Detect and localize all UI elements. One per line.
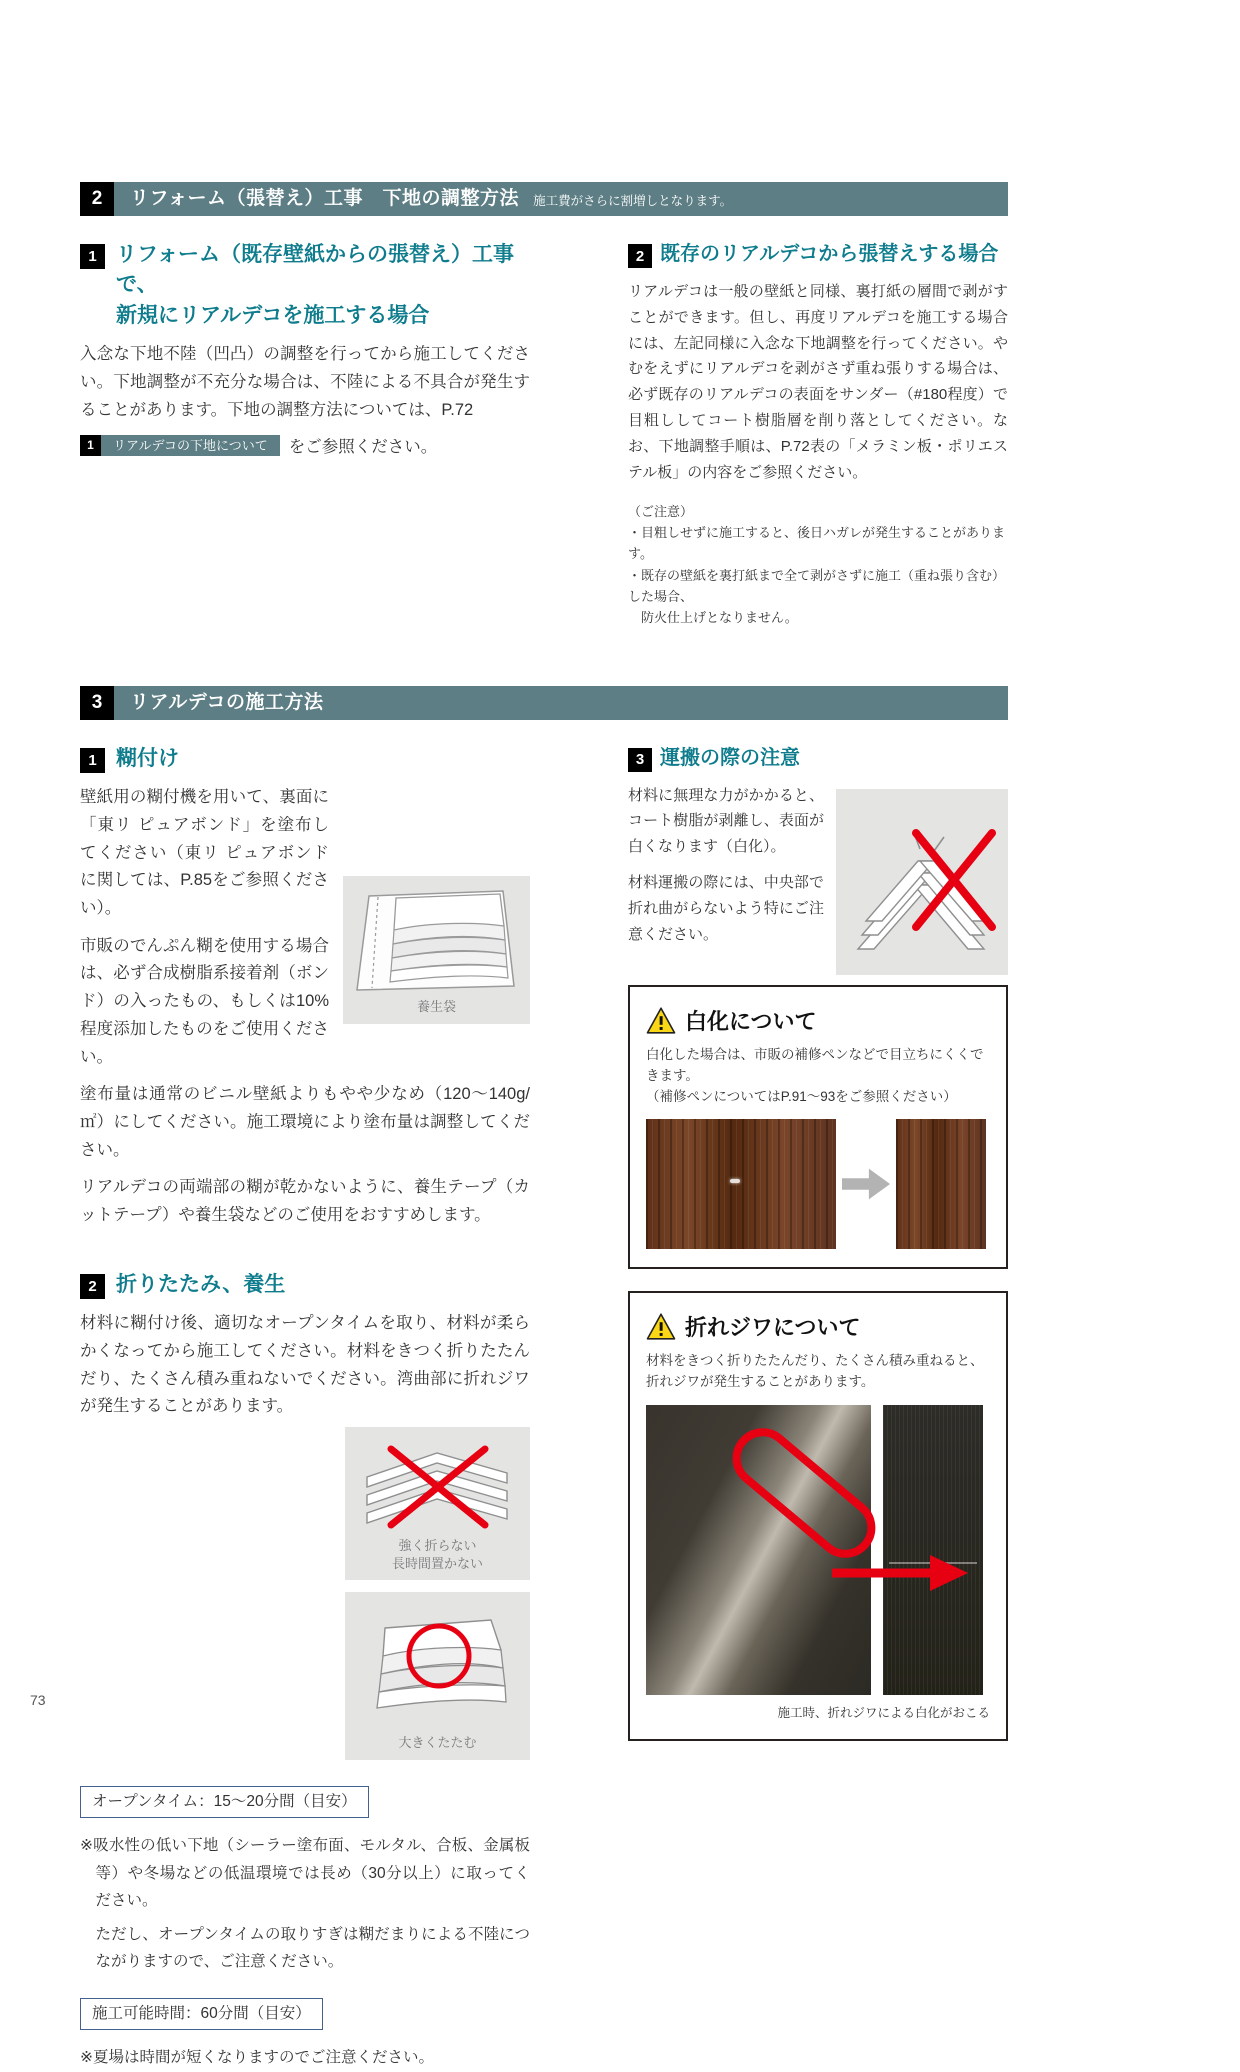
section2-band-note: 施工費がさらに割増しとなります。 [533,194,733,208]
open-time-note-a: ※吸水性の低い下地（シーラー塗布面、モルタル、合板、金属板等）や冬場などの低温環境では長め（30分以上）に取ってください。 [80,1836,530,1910]
section2-band [80,182,1008,216]
paste-title: 糊付け [116,746,179,770]
protection-bag-figure [343,876,530,1024]
crease-whitening-photo [883,1405,983,1695]
carry-paragraph-2: 材料運搬の際には、中央部で折れ曲がらないよう特にご注意ください。 [628,874,824,943]
paste-paragraph-4: リアルデコの両端部の糊が乾かないように、養生テープ（カットテープ）や養生袋などのご使用をおすすめします。 [80,1178,530,1225]
bent-material-illustration [844,799,1000,967]
subsection-2-number-badge: 2 [628,244,652,268]
reference-suffix-text: をご参照ください。 [288,438,438,457]
page-content [80,0,1008,2072]
subsection-1-title [116,240,530,331]
wood-panel-before-photo [646,1119,836,1249]
carry-body [628,783,1008,948]
subsection-2-body: リアルデコは一般の壁紙と同様、裏打紙の層間で剥がすことができます。但し、再度リアルデコを施工する場合には、左記同様に入念な下地調整を行ってください。やむをえずにリアルデコを剥がさず重ね張りする場合は、必ず既存のリアルデコの表面をサンダー（#180程度）で目粗ししてコート樹脂層を削り落としてください。なお、下地調整手順は、P.72表の「メラミン板・ポリエステル板」の内容をご参照ください。 [628,283,1008,481]
caution-note-1: ・目粗しせずに施工すると、後日ハガレが発生することがあります。 [628,525,1006,562]
whitening-box-text: 白化した場合は、市販の補修ペンなどで目立ちにくくできます。 （補修ペンについてはP.91～93をご参照ください） [646,1046,984,1104]
caution-note-2: ・既存の壁紙を裏打紙まで全て剥がさずに施工（重ね張り含む）した場合、 [628,567,1006,604]
section2-right-column [628,240,1008,628]
arrow-right-icon [842,1166,890,1202]
fold-body: 材料に糊付け後、適切なオープンタイムを取り、材料が柔らかくなってから施工してください。材料をきつく折りたたんだり、たくさん積み重ねないでください。湾曲部に折れジワが発生することがあります。 [80,1314,530,1416]
section3-band-title: リアルデコの施工方法 [130,691,324,713]
wood-panel-after-photo [896,1119,986,1249]
carry-number-badge: 3 [628,748,652,772]
open-time-box: オープンタイム：15～20分間（目安） [80,1786,369,1818]
protection-bag-image [343,876,530,1024]
page-number: 73 [30,1692,46,1708]
section2-left-column [80,240,530,457]
no-tight-fold-caption: 強く折らない 長時間置かない [391,1538,483,1571]
carry-title: 運搬の際の注意 [660,746,800,769]
subsection-1-number-badge: 1 [80,244,105,269]
folded-material-photo [646,1405,871,1695]
paste-paragraph-1: 壁紙用の糊付機を用いて、裏面に「東リ ピュアボンド」を塗布してください（東リ ピュアボンドに関しては、P.85をご参照ください）。 [80,788,329,917]
whitening-before-after [646,1119,990,1249]
fold-lower-block [80,1421,530,2071]
warning-icon [646,1007,676,1034]
reference-badge-label: リアルデコの下地について [101,435,280,456]
section3-band [80,686,1008,720]
whitening-box [628,985,1008,1270]
paste-heading [80,744,530,774]
subsection-1-title-line1: リフォーム（既存壁紙からの張替え）工事で、 [116,243,514,297]
paste-section [80,744,530,1230]
fold-title: 折りたたみ、養生 [116,1272,286,1296]
carry-paragraph-1: 材料に無理な力がかかると、コート樹脂が剥離し、表面が白くなります（白化）。 [628,786,824,856]
subsection-1-title-line2: 新規にリアルデコを施工する場合 [116,303,430,327]
crease-box [628,1291,1008,1741]
caution-note-3: 防火仕上げとなりません。 [628,609,798,625]
folded-material-illustration [351,886,522,994]
fold-section [80,1270,530,2072]
subsection-2-heading [628,240,1008,269]
crease-box-title: 折れジワについて [685,1315,861,1341]
crease-box-title-row [646,1311,990,1342]
reference-badge-number: 1 [80,435,101,456]
section3-columns [80,744,1008,2072]
carry-heading [628,744,1008,773]
section2-band-title: リフォーム（張替え）工事 下地の調整方法 [130,188,520,209]
open-time-note-b: ただし、オープンタイムの取りすぎは糊だまりによる不陸につながりますので、ご注意ください。 [95,1925,530,1971]
fold-figures [345,1427,530,1760]
warning-icon [646,1313,676,1340]
carry-warning-image [836,789,1008,975]
protection-bag-caption: 養生袋 [416,999,456,1015]
fold-number-badge: 2 [80,1274,105,1299]
subsection-1-body: 入念な下地不陸（凹凸）の調整を行ってから施工してください。下地調整が不充分な場合は、不陸による不具合が発生することがあります。下地の調整方法については、P.72 [80,345,530,419]
section3-left-column [80,744,530,2072]
subsection-2-title: 既存のリアルデコから張替えする場合 [660,243,999,265]
paste-paragraph-2: 市販のでんぷん糊を使用する場合は、必ず合成樹脂系接着剤（ボンド）の入ったもの、もしくは10%程度添加したものをご使用ください。 [80,936,329,1066]
tight-folded-sheets-illustration [353,1437,522,1533]
loosely-folded-sheets-illustration [353,1602,522,1730]
section2-columns [80,240,1008,628]
crease-photos [646,1405,990,1695]
loose-fold-figure [345,1592,530,1760]
work-time-box: 施工可能時間：60分間（目安） [80,1998,323,2030]
crease-box-text: 材料をきつく折りたたんだり、たくさん積み重ねると、 折れジワが発生することがあります。 [646,1353,984,1390]
no-tight-fold-figure [345,1427,530,1580]
section3-band-number: 3 [80,686,114,720]
caution-notes [628,501,1008,627]
section2-band-number: 2 [80,182,114,216]
subsection-1-heading [80,240,530,331]
section3-right-column [628,744,1008,1742]
paste-number-badge: 1 [80,748,105,773]
work-time-note: ※夏場は時間が短くなりますのでご注意ください。 [80,2049,434,2066]
paste-body [80,784,530,1230]
caution-notes-title: （ご注意） [628,504,694,520]
paste-paragraph-3: 塗布量は通常のビニル壁紙よりもやや少なめ（120～140g/㎡）にしてください。施工環境により塗布量は調整してください。 [80,1085,530,1159]
loose-fold-caption: 大きくたたむ [398,1735,477,1751]
carry-figure [836,789,1008,975]
fold-heading [80,1270,530,1300]
whitening-box-title-row [646,1005,990,1036]
whitening-box-title: 白化について [685,1008,817,1034]
reference-badge-row [80,433,530,457]
crease-photo-caption: 施工時、折れジワによる白化がおこる [777,1706,990,1721]
